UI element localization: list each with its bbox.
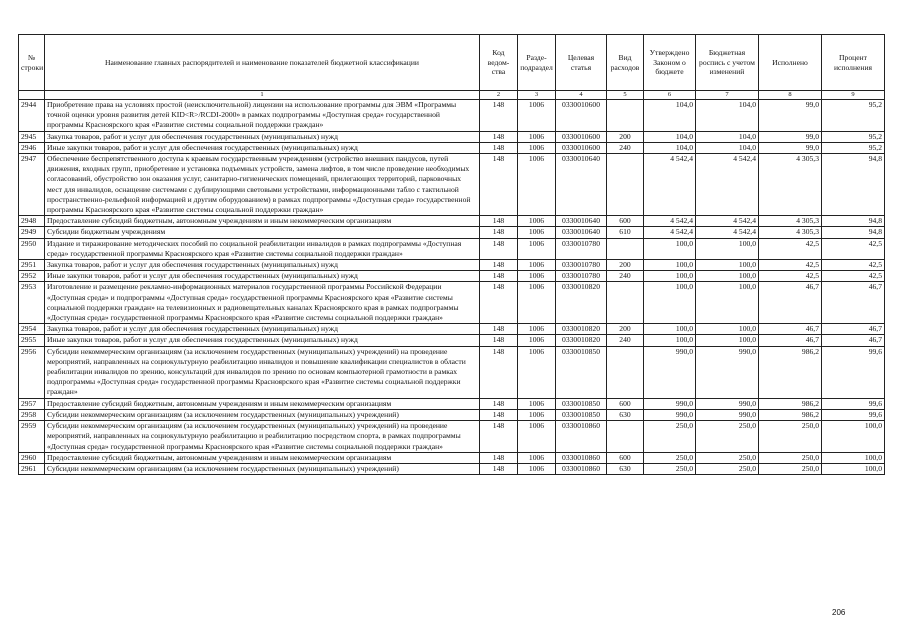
row-name: Предоставление субсидий бюджетным, автономным учреждениям и иным некоммерческим организациям [45,216,480,227]
row-number: 2957 [19,398,45,409]
row-target: 0330010850 [556,398,607,409]
row-number: 2949 [19,227,45,238]
column-number: 3 [518,91,556,100]
row-target: 0330010820 [556,324,607,335]
row-dept-code: 148 [480,282,518,324]
row-expense-type [607,421,644,453]
row-percent: 100,0 [822,452,885,463]
row-approved: 990,0 [644,346,696,398]
table-row [19,398,885,409]
row-done: 986,2 [759,409,822,420]
row-plan: 4 542,4 [696,216,759,227]
header-row-number: № строки [19,35,45,91]
table-row [19,216,885,227]
row-name: Субсидии некоммерческим организациям (за исключением государственных (муниципальных) учреждений) на проведение мероприятий, направленных на социокультурную реабилитацию и реабилитацию посредством спорта, в рамках подпрограммы «Доступная среда» государственной программы Красноярского края «Развитие системы социальной поддержки граждан» [45,421,480,453]
table-row [19,227,885,238]
row-target: 0330010850 [556,346,607,398]
table-row [19,282,885,324]
row-approved: 250,0 [644,421,696,453]
row-plan: 250,0 [696,452,759,463]
table-row [19,335,885,346]
column-number: 2 [480,91,518,100]
row-done: 42,5 [759,238,822,259]
header-section: Разде-подраздел [518,35,556,91]
row-section: 1006 [518,409,556,420]
row-section: 1006 [518,238,556,259]
row-approved: 100,0 [644,271,696,282]
row-approved: 100,0 [644,282,696,324]
table-row [19,238,885,259]
row-expense-type: 600 [607,398,644,409]
header-approved: Утверждено Законом о бюджете [644,35,696,91]
row-expense-type: 200 [607,324,644,335]
row-name: Иные закупки товаров, работ и услуг для обеспечения государственных (муниципальных) нужд [45,335,480,346]
row-target: 0330010780 [556,271,607,282]
row-approved: 4 542,4 [644,227,696,238]
header-row [19,35,885,91]
row-done: 4 305,3 [759,227,822,238]
row-dept-code: 148 [480,421,518,453]
row-plan: 250,0 [696,463,759,474]
row-number: 2956 [19,346,45,398]
row-number: 2950 [19,238,45,259]
row-approved: 104,0 [644,131,696,142]
row-approved: 250,0 [644,452,696,463]
row-section: 1006 [518,463,556,474]
row-dept-code: 148 [480,463,518,474]
row-approved: 100,0 [644,335,696,346]
row-number: 2958 [19,409,45,420]
row-expense-type [607,100,644,132]
row-percent: 46,7 [822,335,885,346]
header-target: Целевая статья [556,35,607,91]
row-expense-type: 610 [607,227,644,238]
row-percent: 46,7 [822,282,885,324]
row-plan: 250,0 [696,421,759,453]
row-expense-type: 200 [607,260,644,271]
column-number: 1 [45,91,480,100]
row-percent: 95,2 [822,100,885,132]
row-target: 0330010860 [556,452,607,463]
row-plan: 4 542,4 [696,227,759,238]
row-plan: 990,0 [696,346,759,398]
row-percent: 42,5 [822,260,885,271]
row-percent: 94,8 [822,154,885,216]
row-plan: 104,0 [696,142,759,153]
row-approved: 4 542,4 [644,216,696,227]
row-section: 1006 [518,346,556,398]
row-number: 2954 [19,324,45,335]
table-row [19,409,885,420]
row-name: Обеспечение беспрепятственного доступа к краевым государственным учреждениям (устройство внешних пандусов, путей движения, входных групп, приобретение и установка подъемных устройств, замена лифтов, в том числе проведение необходимых согласований, обустройство зон оказания услуг, санитарно-гигиенических помещений, прилегающих территорий, парковочных мест для инвалидов, оснащение системами с дублирующими световыми устройствами, информационными табло с тактильной пространственно-рельефной информацией и другим оборудованием) в рамках подпрограммы «Доступная среда» государственной программы Красноярского края «Развитие системы социальной поддержки граждан» [45,154,480,216]
row-plan: 100,0 [696,260,759,271]
row-target: 0330010860 [556,463,607,474]
header-done: Исполнено [759,35,822,91]
row-target: 0330010820 [556,282,607,324]
row-done: 99,0 [759,131,822,142]
row-approved: 4 542,4 [644,154,696,216]
row-target: 0330010600 [556,142,607,153]
row-name: Иные закупки товаров, работ и услуг для обеспечения государственных (муниципальных) нужд [45,142,480,153]
row-plan: 990,0 [696,398,759,409]
row-name: Субсидии некоммерческим организациям (за исключением государственных (муниципальных) учреждений) [45,463,480,474]
row-target: 0330010640 [556,154,607,216]
row-number: 2948 [19,216,45,227]
row-section: 1006 [518,100,556,132]
header-dept-code: Код ведом-ства [480,35,518,91]
row-name: Приобретение права на условиях простой (неисключительной) лицензии на использование программы для ЭВМ «Программы точной оценки уровня развития детей KID<R>/RCDI-2000» в рамках подпрограммы «Доступная среда» государственной программы Красноярского края «Развитие системы социальной поддержки граждан» [45,100,480,132]
table-row [19,421,885,453]
row-plan: 104,0 [696,131,759,142]
table-row [19,154,885,216]
row-section: 1006 [518,452,556,463]
row-expense-type: 630 [607,463,644,474]
row-target: 0330010600 [556,131,607,142]
row-expense-type: 240 [607,271,644,282]
column-number-row [19,91,885,100]
row-expense-type [607,154,644,216]
column-number: 9 [822,91,885,100]
budget-sheet [18,34,884,475]
row-approved: 100,0 [644,260,696,271]
header-name: Наименование главных распорядителей и наименование показателей бюджетной классификации [45,35,480,91]
row-target: 0330010780 [556,238,607,259]
column-number: 7 [696,91,759,100]
table-row [19,463,885,474]
table-row [19,346,885,398]
row-dept-code: 148 [480,100,518,132]
row-dept-code: 148 [480,238,518,259]
row-approved: 990,0 [644,409,696,420]
row-section: 1006 [518,324,556,335]
row-dept-code: 148 [480,260,518,271]
row-percent: 95,2 [822,131,885,142]
row-section: 1006 [518,421,556,453]
table-row [19,131,885,142]
row-name: Издание и тиражирование методических пособий по социальной реабилитации инвалидов в рамках подпрограммы «Доступная среда» государственной программы Красноярского края «Развитие системы социальной поддержки граждан» [45,238,480,259]
row-plan: 100,0 [696,271,759,282]
row-name: Закупка товаров, работ и услуг для обеспечения государственных (муниципальных) нужд [45,260,480,271]
row-percent: 42,5 [822,238,885,259]
row-done: 46,7 [759,324,822,335]
row-percent: 100,0 [822,463,885,474]
row-plan: 100,0 [696,324,759,335]
column-number: 8 [759,91,822,100]
row-dept-code: 148 [480,216,518,227]
row-percent: 95,2 [822,142,885,153]
row-section: 1006 [518,142,556,153]
row-expense-type: 200 [607,131,644,142]
row-percent: 46,7 [822,324,885,335]
row-expense-type [607,346,644,398]
budget-table [18,34,885,475]
page-number: 206 [832,608,846,617]
row-done: 250,0 [759,463,822,474]
row-number: 2947 [19,154,45,216]
row-expense-type: 240 [607,142,644,153]
row-done: 250,0 [759,421,822,453]
row-section: 1006 [518,216,556,227]
row-done: 99,0 [759,142,822,153]
row-number: 2944 [19,100,45,132]
table-row [19,100,885,132]
row-percent: 99,6 [822,346,885,398]
row-target: 0330010600 [556,100,607,132]
row-expense-type: 240 [607,335,644,346]
header-expense-type: Вид расходов [607,35,644,91]
row-percent: 42,5 [822,271,885,282]
row-dept-code: 148 [480,346,518,398]
table-row [19,271,885,282]
row-percent: 99,6 [822,398,885,409]
row-section: 1006 [518,398,556,409]
row-name: Субсидии некоммерческим организациям (за исключением государственных (муниципальных) учреждений) [45,409,480,420]
row-done: 46,7 [759,335,822,346]
row-target: 0330010640 [556,227,607,238]
row-approved: 100,0 [644,324,696,335]
row-percent: 100,0 [822,421,885,453]
row-section: 1006 [518,154,556,216]
row-done: 4 305,3 [759,154,822,216]
row-done: 46,7 [759,282,822,324]
row-approved: 250,0 [644,463,696,474]
row-number: 2951 [19,260,45,271]
row-plan: 100,0 [696,238,759,259]
row-number: 2955 [19,335,45,346]
row-approved: 100,0 [644,238,696,259]
row-number: 2959 [19,421,45,453]
row-name: Субсидии некоммерческим организациям (за исключением государственных (муниципальных) учреждений) на проведение мероприятий, направленных на социокультурную реабилитацию инвалидов и повышение квалификации специалистов в области реабилитации инвалидов по зрению, консультаций для инвалидов по зрению по основам компьютерной грамотности в рамках подпрограммы «Доступная среда» государственной программы Красноярского края «Развитие системы социальной поддержки граждан» [45,346,480,398]
row-plan: 990,0 [696,409,759,420]
row-dept-code: 148 [480,398,518,409]
row-dept-code: 148 [480,227,518,238]
row-section: 1006 [518,131,556,142]
column-number: 6 [644,91,696,100]
row-section: 1006 [518,282,556,324]
row-done: 42,5 [759,271,822,282]
row-name: Изготовление и размещение рекламно-информационных материалов государственной программы Российской Федерации «Доступная среда» и подпрограммы «Доступная среда» государственной программы Красноярского края «Развитие системы социальной поддержки граждан» на телевизионных и радиовещательных каналах Красноярского края в рамках подпрограммы «Доступная среда» государственной программы Красноярского края «Развитие системы социальной поддержки граждан» [45,282,480,324]
row-dept-code: 148 [480,131,518,142]
row-name: Предоставление субсидий бюджетным, автономным учреждениям и иным некоммерческим организациям [45,452,480,463]
row-section: 1006 [518,335,556,346]
table-row [19,452,885,463]
row-section: 1006 [518,227,556,238]
row-section: 1006 [518,271,556,282]
row-expense-type [607,238,644,259]
row-dept-code: 148 [480,409,518,420]
row-done: 986,2 [759,398,822,409]
row-plan: 104,0 [696,100,759,132]
row-dept-code: 148 [480,335,518,346]
row-name: Закупка товаров, работ и услуг для обеспечения государственных (муниципальных) нужд [45,131,480,142]
column-number [19,91,45,100]
table-row [19,260,885,271]
column-number: 4 [556,91,607,100]
row-dept-code: 148 [480,452,518,463]
row-name: Предоставление субсидий бюджетным, автономным учреждениям и иным некоммерческим организациям [45,398,480,409]
row-percent: 94,8 [822,227,885,238]
row-done: 250,0 [759,452,822,463]
row-percent: 94,8 [822,216,885,227]
row-target: 0330010640 [556,216,607,227]
table-row [19,324,885,335]
row-name: Закупка товаров, работ и услуг для обеспечения государственных (муниципальных) нужд [45,324,480,335]
row-done: 42,5 [759,260,822,271]
row-number: 2945 [19,131,45,142]
row-plan: 4 542,4 [696,154,759,216]
row-number: 2960 [19,452,45,463]
row-expense-type: 600 [607,452,644,463]
row-dept-code: 148 [480,142,518,153]
row-plan: 100,0 [696,335,759,346]
row-target: 0330010860 [556,421,607,453]
row-dept-code: 148 [480,154,518,216]
row-expense-type [607,282,644,324]
row-done: 99,0 [759,100,822,132]
row-section: 1006 [518,260,556,271]
table-row [19,142,885,153]
row-number: 2953 [19,282,45,324]
row-number: 2952 [19,271,45,282]
row-approved: 104,0 [644,100,696,132]
row-number: 2946 [19,142,45,153]
row-approved: 990,0 [644,398,696,409]
row-target: 0330010780 [556,260,607,271]
row-approved: 104,0 [644,142,696,153]
column-number: 5 [607,91,644,100]
header-percent: Процент исполнения [822,35,885,91]
row-target: 0330010850 [556,409,607,420]
row-expense-type: 630 [607,409,644,420]
row-expense-type: 600 [607,216,644,227]
row-percent: 99,6 [822,409,885,420]
row-dept-code: 148 [480,271,518,282]
row-done: 4 305,3 [759,216,822,227]
row-target: 0330010820 [556,335,607,346]
row-plan: 100,0 [696,282,759,324]
header-plan: Бюджетная роспись с учетом изменений [696,35,759,91]
row-name: Иные закупки товаров, работ и услуг для обеспечения государственных (муниципальных) нужд [45,271,480,282]
row-number: 2961 [19,463,45,474]
row-dept-code: 148 [480,324,518,335]
row-done: 986,2 [759,346,822,398]
row-name: Субсидии бюджетным учреждениям [45,227,480,238]
